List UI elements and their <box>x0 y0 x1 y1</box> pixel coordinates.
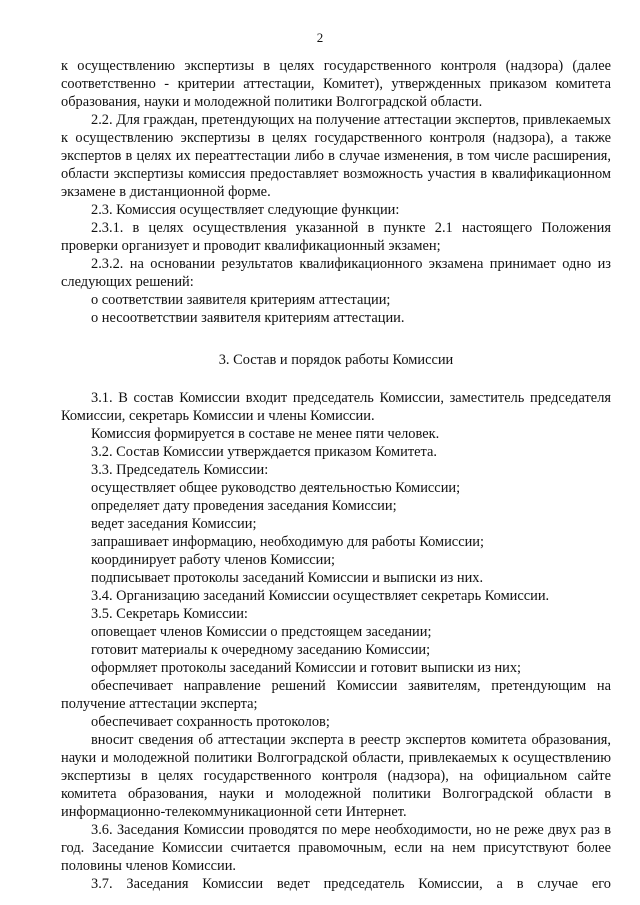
list-item: запрашивает информацию, необходимую для работы Комиссии; <box>91 534 484 550</box>
paragraph: 3.7. Заседания Комиссии ведет председатель Комиссии, а в случае его <box>91 876 611 892</box>
section-heading: 3. Состав и порядок работы Комиссии <box>218 352 454 368</box>
paragraph: 3.5. Секретарь Комиссии: <box>91 606 248 622</box>
document-body <box>61 57 611 893</box>
list-item: обеспечивает сохранность протоколов; <box>91 714 330 730</box>
list-item: координирует работу членов Комиссии; <box>91 552 336 568</box>
paragraph: 3.3. Председатель Комиссии: <box>91 462 269 478</box>
paragraph: 3.1. В состав Комиссии входит председатель Комиссии, заместитель председателя Комиссии, секретарь Комиссии и члены Комиссии. <box>61 390 611 424</box>
paragraph: 2.3.1. в целях осуществления указанной в пункте 2.1 настоящего Положения проверки организует и проводит квалификационный экзамен; <box>61 220 611 254</box>
list-item: ведет заседания Комиссии; <box>91 516 257 532</box>
paragraph: к осуществлению экспертизы в целях государственного контроля (надзора) (далее соответственно - критерии аттестации, Комитет), утвержденных приказом комитета образования, науки и молодежной политики Волгоградской области. <box>61 58 611 110</box>
paragraph: Комиссия формируется в составе не менее пяти человек. <box>91 426 440 442</box>
list-item: оформляет протоколы заседаний Комиссии и готовит выписки из них; <box>91 660 522 676</box>
list-item: о соответствии заявителя критериям аттестации; <box>91 292 391 308</box>
list-item: осуществляет общее руководство деятельностью Комиссии; <box>91 480 461 496</box>
paragraph: 2.3.2. на основании результатов квалификационного экзамена принимает одно из следующих решений: <box>61 256 611 290</box>
paragraph: 2.3. Комиссия осуществляет следующие функции: <box>91 202 400 218</box>
list-item: вносит сведения об аттестации эксперта в реестр экспертов комитета образования, науки и молодежной политики Волгоградской области, привлекаемых к осуществлению экспертизы в целях государственного контроля (надзора), на официальном сайте комитета образования, науки и молодежной политики Волгоградской области в информационно-телекоммуникационной сети Интернет. <box>61 732 611 820</box>
paragraph: 3.6. Заседания Комиссии проводятся по мере необходимости, но не реже двух раз в год. Заседание Комиссии считается правомочным, если на нем присутствуют более половины членов Комиссии. <box>61 822 611 874</box>
paragraph: 3.4. Организацию заседаний Комиссии осуществляет секретарь Комиссии. <box>91 588 550 604</box>
list-item: оповещает членов Комиссии о предстоящем заседании; <box>91 624 432 640</box>
list-item: готовит материалы к очередному заседанию Комиссии; <box>91 642 431 658</box>
list-item: определяет дату проведения заседания Комиссии; <box>91 498 397 514</box>
list-item: подписывает протоколы заседаний Комиссии и выписки из них. <box>91 570 484 586</box>
paragraph: 3.2. Состав Комиссии утверждается приказом Комитета. <box>91 444 437 460</box>
list-item: обеспечивает направление решений Комиссии заявителям, претендующим на получение аттестации эксперта; <box>61 678 611 712</box>
page-number: 2 <box>316 30 324 45</box>
paragraph: 2.2. Для граждан, претендующих на получение аттестации экспертов, привлекаемых к осуществлению экспертизы в целях государственного контроля (надзора), а также экспертов в целях их переаттестации либо в случае изменения, в том числе расширения, области экспертизы комиссия предоставляет возможность участия в квалификационном экзамене в дистанционной форме. <box>61 112 611 200</box>
list-item: о несоответствии заявителя критериям аттестации. <box>91 310 405 326</box>
